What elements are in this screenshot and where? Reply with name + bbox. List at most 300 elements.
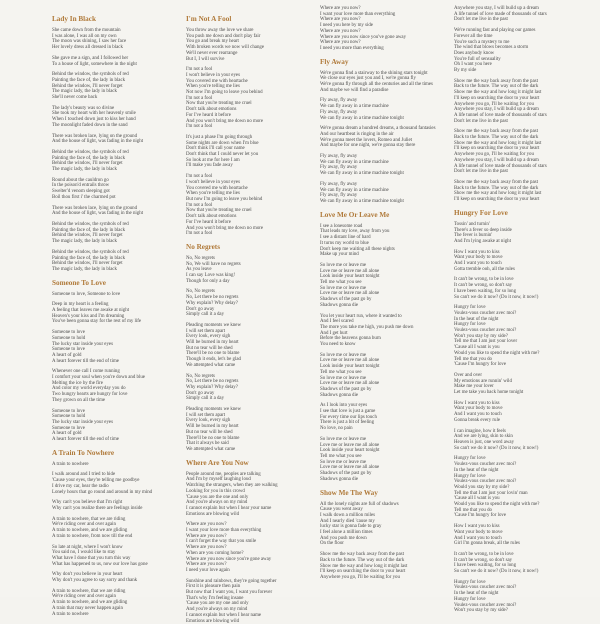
lyric-line: Pleading moments we knew [186, 322, 242, 328]
lyric-line: Don't think that I could never let you [186, 152, 259, 158]
lyric-line: When are you coming home? [186, 550, 244, 556]
lyric-line: We're riding over and over again [52, 594, 116, 600]
lyrics-stanza [320, 502, 450, 548]
lyric-line: All the lonely nights are full of shadows [320, 501, 399, 507]
lyric-line: For I've heard it before [186, 112, 231, 118]
lyric-line: Where are you now since you've gone away [320, 34, 407, 40]
lyric-line: We're riding over and over again [52, 522, 116, 528]
lyric-line: I can say Love was king! [186, 273, 236, 279]
lyric-line: You covered me with heartache [186, 185, 248, 191]
lyric-line: No love, no pain [320, 426, 353, 432]
song-block [320, 58, 450, 205]
lyric-line: Love me or leave me all alone [320, 465, 380, 471]
lyric-line: And our heartbeat is ringing in the air [320, 131, 394, 137]
lyric-line: Where are you now? [186, 533, 227, 539]
lyrics-stanza [186, 579, 316, 624]
lyric-line: Pleading moments we knew [186, 407, 242, 413]
lyric-line: Love me or leave me all alone [320, 442, 380, 448]
lyric-line: People around me, peoples are talking [186, 471, 261, 477]
lyric-line: I cannot explain but when I hear name [186, 612, 262, 618]
lyric-line: So love me or leave me [320, 436, 367, 442]
lyric-line: Sunshine and rainbows, they're going together [186, 578, 277, 584]
lyrics-stanza [186, 323, 316, 369]
lyric-line: Won't you stay by my side? [454, 608, 508, 614]
lyric-line: Painting the face of, the lady in black [52, 77, 126, 83]
lyrics-stanza [186, 374, 316, 403]
lyric-line: You need to know [320, 342, 356, 348]
lyric-line: So love me or leave me [320, 459, 367, 465]
lyric-line: As I look into your eyes [320, 403, 368, 409]
lyric-line: 'Cause all I want is you [454, 496, 500, 502]
lyric-line: Behind the window, I'll never forget [52, 83, 123, 89]
lyric-line: Let me take you back home tonight [454, 390, 524, 396]
lyric-line: When I touched down just to kiss her hand [52, 117, 136, 123]
lyric-line: She came down from the mountain [52, 28, 121, 33]
lyric-line: Every look, every sigh [186, 334, 231, 340]
lyric-line: Swelter'd venom sleeping got [52, 189, 110, 195]
lyric-line: Though for only a day [186, 278, 230, 284]
lyric-line: Some nights are down when I'm blue [186, 140, 259, 146]
lyric-line: Shadows of the past go by [320, 386, 372, 392]
lyric-line: Make up your mind [320, 252, 359, 258]
lyric-line: Don't go away [186, 390, 215, 396]
lyric-line: Fly away, fly away [320, 109, 358, 115]
lyric-line: I walk around and I tried to hide [52, 472, 116, 478]
lyric-line: Anywhere you stay, I will build up a dream [454, 107, 539, 113]
lyrics-stanza [454, 580, 594, 614]
lyric-line: A heart forever till the end of time [52, 437, 119, 443]
lyrics-stanza [454, 552, 594, 575]
lyric-line: In the heat of the night [454, 316, 499, 322]
lyric-line: Someone to love [52, 347, 85, 353]
lyric-line: You're full of sensuality [454, 56, 501, 62]
lyric-line: Whenever one call I come running [52, 369, 120, 375]
lyric-line: Tell me that you do [454, 507, 492, 513]
lyrics-column-4 [454, 0, 594, 614]
lyric-line: Want your body to move [454, 406, 503, 412]
lyric-line: You go and break my heart [186, 39, 239, 45]
lyric-line: Back to the future. The way out of the dark [454, 185, 539, 191]
lyric-line: We can fly away in a time machine [320, 104, 389, 110]
lyric-line: Behind the window, I'll never forget [52, 233, 123, 239]
lyric-line: Tossin' and turnin' [454, 221, 490, 227]
lyric-line: Someone to love [52, 425, 85, 431]
lyric-line: Heaven's your kiss and I'm dreaming [52, 313, 125, 319]
lyric-line: A life tunnel of love made of thousands of stars [454, 112, 547, 118]
lyrics-stanza [52, 250, 182, 273]
lyric-line: Gonna break every rule [454, 417, 501, 423]
lyric-line: A train to nowhere, that we are riding [52, 516, 126, 522]
lyric-line: Heaven is just, one word away [454, 440, 515, 445]
lyric-line: I need you here by my side [320, 23, 373, 29]
lyric-line: 'Cause you are my one and only [186, 601, 249, 607]
lyric-line: What has happened to us, now our love has gone [52, 561, 148, 567]
lyric-line: We can fly away in a time machine tonight [320, 115, 404, 121]
lyrics-stanza [320, 314, 450, 348]
lyric-line: Someone to love, Someone to love [52, 291, 121, 297]
lyrics-stanza [320, 403, 450, 432]
lyric-line: So love me or leave me [320, 262, 367, 268]
lyric-line: Where are you now? [320, 40, 361, 46]
lyric-line: We'll never ever rearrange [186, 50, 238, 56]
lyric-line: The lady's beauty was so divine [52, 105, 115, 111]
lyrics-stanza [454, 79, 594, 125]
lyric-line: Why don't you agree to say sorry and thank [52, 578, 138, 584]
column-top-margin [186, 0, 316, 15]
lyric-line: Why can't you believe that I'm right [52, 500, 123, 506]
lyric-line: In the heat of the night [454, 467, 499, 473]
lyric-line: And I want you to touch [454, 412, 502, 418]
lyric-line: The wind that blows becomes a storm [454, 45, 529, 51]
lyric-line: Back to the future. The way out of the dark [320, 557, 405, 563]
lyric-line: 'Cause you are the one and only [186, 494, 249, 500]
lyric-line: How I want you to kiss [454, 524, 500, 530]
lyric-line: Gotta tremble ooh, all the rules [454, 266, 515, 272]
lyric-line: A train to nowhere, and we are gliding [52, 528, 128, 534]
lyric-line: But I, I will survive [186, 56, 225, 62]
lyric-line: And I want you to touch [454, 261, 502, 267]
lyric-line: And I get hurt [320, 330, 348, 336]
lyrics-stanza [186, 256, 316, 285]
lyrics-stanza [454, 429, 594, 452]
lyric-line: Hungry for love [454, 322, 486, 328]
lyrics-stanza [320, 437, 450, 483]
lyrics-stanza [52, 369, 182, 403]
lyric-line: No, Let there be no regrets [186, 295, 239, 301]
lyric-line: We're gonna fly through all the centuries and all the times [320, 82, 433, 88]
lyrics-stanza [186, 67, 316, 130]
lyric-line: So can't we do it now? (Do it now, it now!) [454, 445, 539, 451]
lyrics-stanza [52, 106, 182, 129]
lyric-line: But no tear will be shed [186, 429, 233, 435]
lyrics-stanza [52, 500, 182, 511]
lyric-line: The fever is burnin' [454, 233, 493, 239]
lyric-line: A feeling that leaves me awake at night [52, 308, 129, 314]
lyric-line: Does anybody know [454, 50, 495, 56]
lyric-line: No, No regrets [186, 255, 215, 261]
lyric-line: Don't talk about emotions [186, 214, 237, 220]
lyric-line: Painting the face of, the lady in black [52, 227, 126, 233]
song-block [186, 15, 316, 237]
lyric-line: To a house of light, somewhere in the night [52, 61, 137, 67]
lyric-line: Fly away, fly away [320, 181, 358, 187]
lyric-line: Behind the window, I'll never forget [52, 261, 123, 267]
lyric-line: Don't let me live in the past [454, 118, 508, 124]
lyric-line: The magic lady, the lady in black [52, 89, 118, 95]
lyric-line: lucky star is gonna fade to gray [320, 524, 382, 530]
lyric-line: We can fly away in a time machine [320, 187, 389, 193]
lyric-line: And I nearly died 'cause my [320, 518, 375, 524]
lyric-line: So look at me for here I am [186, 157, 240, 163]
lyric-line: Would you like to spend the night with me? [454, 502, 540, 508]
lyric-line: Don't let me live in the past [454, 17, 508, 23]
lyric-line: I walk down a million miles [320, 512, 376, 518]
lyric-line: Forever all the time [454, 33, 493, 39]
lyric-line: We're gonna meet the lovers, Romeo and Juliet [320, 137, 413, 143]
lyric-line: Hungry for love [454, 456, 486, 462]
lyric-line: Emotions are blowing wild [186, 511, 240, 517]
lyric-line: Before the heavens gonna burn [320, 336, 381, 342]
lyric-line: So love me or leave me [320, 352, 367, 358]
lyric-line: Show me the way back away from the past [454, 78, 538, 84]
lyrics-stanza [320, 126, 450, 149]
lyric-line: Shadows of the past go by [320, 297, 372, 303]
lyric-line: Love me or leave me all alone [320, 381, 380, 387]
lyric-line: No, No regrets [186, 373, 215, 379]
lyric-line: I won't believe in your eyes [186, 72, 240, 78]
lyric-line: A heart of gold [52, 431, 82, 437]
lyric-line: Not now I'm going to leave you behind [186, 90, 263, 96]
lyrics-stanza [52, 589, 182, 618]
song-title: Fly Away [320, 57, 349, 66]
lyric-line: I'll make you fade away [186, 163, 233, 169]
lyric-line: Shadows gonna die [320, 476, 359, 482]
lyric-line: As you leave [186, 267, 212, 273]
lyric-line: I will set them apart [186, 328, 226, 334]
lyric-line: The moon was shining, I saw her face [52, 39, 127, 45]
lyric-line: You've been gonna stay for the rest of my life [52, 319, 142, 325]
lyric-line: Voulez-vous coucher avec moi? [454, 310, 517, 316]
lyric-line: Behind the window, the symbols of red [52, 221, 129, 227]
lyric-line: The lucky star inside your eyes [52, 419, 113, 425]
lyric-line: Hungry for love [454, 579, 486, 585]
lyric-line: I'll keep on searching the door to your heart [454, 146, 540, 152]
lyrics-stanza [454, 129, 594, 175]
lyric-line: And you push me down [320, 535, 367, 541]
lyric-line: A life tunnel of love made of thousands of stars [454, 163, 547, 169]
lyric-line: With broken words we now will change [186, 45, 265, 51]
lyric-line: There'll be no one to blame [186, 435, 240, 441]
lyric-line: We close our eyes just you and I, we're gonna fly [320, 76, 416, 82]
lyric-line: I see a lonesome road [320, 223, 363, 229]
lyrics-stanza [454, 305, 594, 368]
lyric-line: You're such a mystery to me [454, 39, 510, 45]
lyric-line: But now I'm going to leave you behind [186, 196, 263, 202]
lyric-line: Look inside your heart tonight [320, 274, 380, 280]
lyric-line: Anywhere you stay, I will build up a dream [454, 157, 539, 163]
lyric-line: A train to nowhere, that we are riding [52, 588, 126, 594]
lyrics-stanza [52, 292, 182, 298]
lyric-line: Why can't you realize there are feelings inside [52, 506, 143, 511]
lyric-line: I need your love again [186, 567, 230, 573]
lyric-line: Look inside your heart tonight [320, 448, 380, 454]
lyric-line: Painting the face of, the lady in black [52, 255, 126, 261]
lyric-line: I'm not a fool [186, 124, 213, 130]
lyrics-stanza [186, 135, 316, 169]
lyric-line: Back to the future. The way out of the dark [454, 84, 539, 90]
lyric-line: So late at night, where I won't know [52, 544, 123, 550]
lyric-line: And maybe for one night, we're gonna stay there [320, 143, 416, 149]
lyric-line: Where are you now? [186, 545, 227, 551]
lyric-line: A heart of gold [52, 352, 82, 358]
lyric-line: It can't be wrong, so don't say [454, 283, 513, 289]
lyrics-stanza [454, 456, 594, 519]
lyric-line: Her lovely dress all dressed in black [52, 45, 123, 51]
lyric-line: Lonely hours that go round and around in my mind [52, 489, 153, 495]
song-title: I'm Not A Fool [186, 15, 232, 23]
lyrics-stanza [52, 28, 182, 51]
lyrics-stanza [454, 373, 594, 396]
lyric-line: The magic lady, the lady in black [52, 167, 118, 173]
lyrics-stanza [52, 572, 182, 583]
lyric-line: Behind the window, the symbols of red [52, 149, 129, 155]
lyric-line: Anywhere you stay, I will build up a dream [454, 6, 539, 11]
lyric-line: There was broken lace, lying on the ground [52, 205, 138, 211]
lyric-line: That it always be said [186, 441, 229, 447]
lyric-line: Will be burned in my heart [186, 424, 239, 430]
lyric-line: When you're telling me lies [186, 84, 240, 90]
lyrics-column-3 [320, 0, 450, 597]
lyric-line: A train to nowhere [52, 611, 89, 617]
lyric-line: It can't be wrong, to be in love [454, 551, 514, 557]
lyric-line: Show me the way and how long it might last [320, 563, 408, 569]
lyrics-stanza [186, 28, 316, 62]
lyric-line: Painting the face of, the lady in black [52, 155, 126, 161]
lyric-line: I drive my car, hear the radio [52, 483, 109, 489]
lyric-line: Over and over [454, 372, 482, 378]
lyric-line: Won't you stay by my side? [454, 333, 508, 339]
song-block [454, 6, 594, 203]
lyrics-column-2 [186, 0, 316, 624]
lyric-line: Why explain? Why delay? [186, 300, 238, 306]
lyric-line: The magic lady, the lady in black [52, 239, 118, 245]
lyric-line: I won't believe in your eyes [186, 179, 240, 185]
lyrics-stanza [52, 134, 182, 145]
lyric-line: I'm not a fool [186, 67, 213, 73]
lyrics-stanza [320, 552, 450, 581]
lyrics-stanza [52, 462, 182, 468]
lyric-line: So can't we do it now? (Do it now, it now!) [454, 294, 539, 300]
song-block [186, 459, 316, 624]
lyric-line: Tell me that you do [454, 356, 492, 362]
lyric-line: She took my heart with her heavenly smile [52, 111, 136, 117]
lyric-line: You let your heart run, where it wanted to [320, 313, 402, 319]
lyric-line: I'm not a fool [186, 95, 213, 101]
lyrics-stanza [320, 71, 450, 94]
lyric-line: Look inside your heart tonight [320, 364, 380, 370]
lyric-line: There'll be no one to blame [186, 351, 240, 357]
lyric-line: Someone to love [52, 330, 85, 336]
lyric-line: Where are you now? [320, 6, 361, 11]
lyric-line: Shadows gonna die [320, 392, 359, 398]
lyric-line: Where are you now? [186, 522, 227, 528]
lyric-line: Fly away, fly away [320, 193, 358, 199]
lyric-line: No, We will have no regrets [186, 261, 241, 267]
lyric-line: And maybe we will find a paradise [320, 87, 389, 93]
song-block [320, 211, 450, 483]
lyric-line: We can fly away in a time machine tonight [320, 198, 404, 204]
lyric-line: That leads my love, away from you [320, 229, 390, 235]
song-title: No Regrets [186, 242, 220, 251]
lyric-line: First it is pleasure then pain [186, 584, 241, 590]
lyric-line: Will be burned in my heart [186, 340, 239, 346]
lyric-line: Emotions are blowing wild [186, 618, 240, 624]
lyrics-stanza [320, 98, 450, 121]
lyric-line: And we are lying, skin to skin [454, 434, 513, 440]
lyric-line: Voulez-vous coucher avec moi? [454, 462, 517, 468]
lyric-line: The lucky star inside your eyes [52, 341, 113, 347]
song-title: A Train To Nowhere [52, 448, 115, 457]
lyric-line: And you're always on my mind [186, 500, 248, 506]
lyric-line: But no tear will be shed [186, 345, 233, 351]
lyric-line: And I want you to touch [454, 535, 502, 541]
lyric-line: I want your love more than everything [186, 528, 262, 534]
lyric-line: Girl I'm gonna break, all the rules [454, 541, 520, 547]
lyric-line: 'Cause I'm hungry for love [454, 362, 507, 368]
lyric-line: She gave me a sign, and I followed her [52, 55, 129, 61]
lyric-line: Round about the cauldron go [52, 177, 109, 183]
lyric-line: Behind the window, the symbols of red [52, 72, 129, 78]
lyric-line: And you won't bring me down no more [186, 225, 264, 231]
lyric-line: Want your body to move [454, 529, 503, 535]
lyric-line: You push me down and don't play fair [186, 33, 261, 39]
lyrics-stanza [320, 353, 450, 399]
lyric-line: We attempted what came [186, 447, 236, 452]
lyric-line: The magic lady, the lady in black [52, 266, 118, 272]
lyric-line: Someone to hold [52, 414, 86, 420]
lyrics-stanza [186, 522, 316, 573]
lyric-line: There is just a bit of feeling [320, 420, 375, 426]
song-block [454, 209, 594, 614]
lyrics-stanza [52, 206, 182, 217]
lyric-line: How I want you to kiss [454, 400, 500, 406]
lyric-line: Oh I want you here [454, 62, 492, 68]
lyric-line: Why don't you believe in your heart [52, 572, 123, 578]
lyric-line: But now that I want you, I want you forever [186, 590, 273, 596]
lyrics-stanza [52, 72, 182, 101]
lyrics-stanza [52, 409, 182, 443]
lyric-line: Show me the way and how long it might last [454, 191, 542, 197]
lyric-line: No, Let there be no regrets [186, 379, 239, 385]
lyric-line: Cause you went away [320, 507, 363, 513]
lyric-line: I cannot explain but when I hear your name [186, 505, 272, 511]
lyric-line: Tell me that I am just your lovin' man [454, 490, 528, 496]
lyrics-stanza [186, 472, 316, 518]
lyric-line: Tell me that I am just your lover [454, 339, 518, 345]
lyrics-stanza [320, 224, 450, 258]
lyric-line: A train to nowhere [52, 461, 89, 467]
lyric-line: It can't be wrong, so don't say [454, 557, 513, 563]
lyric-line: Voulez-vous coucher avec moi? [454, 479, 517, 485]
lyric-line: Anywhere you go, I'll be waiting for you [454, 101, 534, 107]
lyric-line: For I've heard it before [186, 219, 231, 225]
lyric-line: And I'm by myself laughing loud [186, 477, 251, 483]
lyric-line: And the house of light, was fading in the night [52, 139, 144, 145]
lyrics-stanza [454, 28, 594, 74]
lyric-line: So love me or leave me [320, 375, 367, 381]
lyric-line: Now that you're treating me cruel [186, 101, 252, 107]
lyrics-stanza [186, 174, 316, 237]
lyric-line: I'll keep on searching the door to your heart [454, 197, 540, 203]
lyric-line: It turns my world to blue [320, 240, 369, 246]
lyric-line: Fly away, fly away [320, 165, 358, 171]
lyric-line: Where are you now? [320, 17, 361, 23]
lyric-line: A train that may never happen again [52, 605, 123, 611]
lyric-line: 'Cause all I want is you [454, 345, 500, 351]
song-block [320, 489, 450, 581]
lyric-line: Where are you now? [320, 28, 361, 34]
lyric-line: Behind the window, I'll never forget [52, 161, 123, 167]
lyrics-stanza [52, 545, 182, 568]
lyric-line: I comfort your soul when you're down and blue [52, 375, 145, 381]
lyric-line: I'm not a fool [186, 174, 213, 180]
lyric-line: Though it ends, let's be glad [186, 357, 241, 363]
lyric-line: Shadows of the past go by [320, 471, 372, 477]
lyric-line: Behind the window, the symbols of red [52, 249, 129, 255]
lyric-line: And you're always on my mind [186, 607, 248, 613]
lyric-line: I need you more than everything [320, 45, 384, 51]
lyric-line: We're gonna find a stairway to the shining stars tonight [320, 70, 428, 76]
